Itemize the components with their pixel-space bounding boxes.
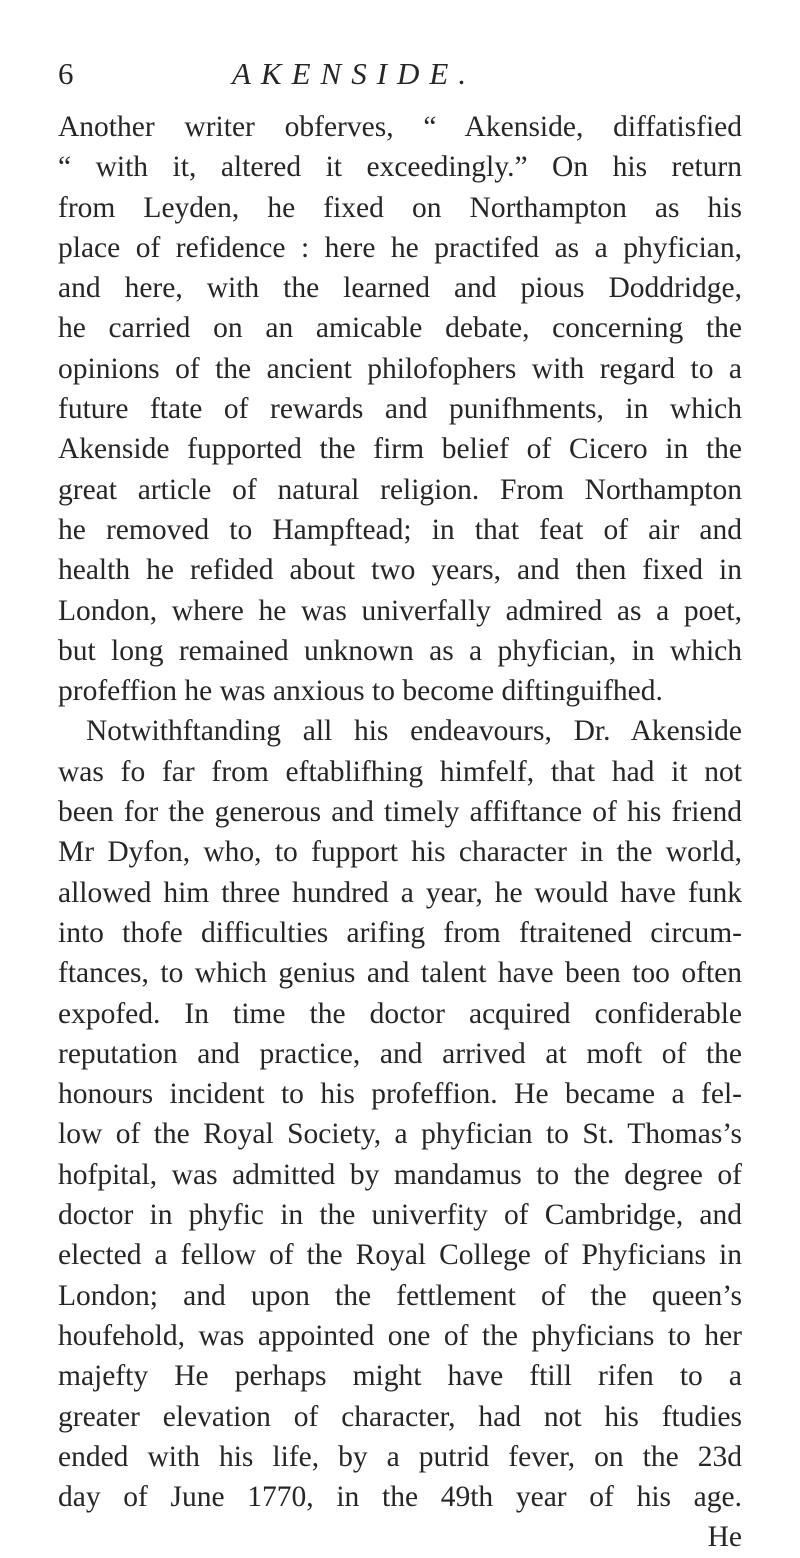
text-line: into thofe difficulties arifing from ftraitened circum- bbox=[58, 916, 742, 949]
text-line: profeffion he was anxious to become diftinguifhed. bbox=[58, 675, 663, 708]
catchword: He bbox=[707, 1521, 742, 1554]
text-line: future ftate of rewards and punifhments, in which bbox=[58, 393, 742, 426]
text-line: London; and upon the fettlement of the queen’s bbox=[58, 1279, 742, 1312]
text-line: Mr Dyfon, who, to fupport his character in the world, bbox=[58, 836, 742, 869]
text-line: honours incident to his profeffion. He became a fel- bbox=[58, 1078, 742, 1111]
text-line: houfehold, was appointed one of the phyficians to her bbox=[58, 1319, 742, 1352]
text-line: opinions of the ancient philofophers with regard to a bbox=[58, 352, 742, 385]
text-line: but long remained unknown as a phyfician, in which bbox=[58, 634, 742, 667]
text-line: “ with it, altered it exceedingly.” On his return bbox=[58, 151, 742, 184]
text-line: low of the Royal Society, a phyfician to St. Thomas’s bbox=[58, 1118, 742, 1151]
body-text bbox=[58, 107, 742, 1558]
text-line: London, where he was univerfally admired as a poet, bbox=[58, 594, 742, 627]
text-line: was fo far from eftablifhing himfelf, that had it not bbox=[58, 755, 742, 788]
text-line: from Leyden, he fixed on Northampton as his bbox=[58, 191, 742, 224]
text-line: ended with his life, by a putrid fever, on the 23d bbox=[58, 1440, 742, 1473]
text-line: he carried on an amicable debate, concerning the bbox=[58, 312, 742, 345]
text-line: hofpital, was admitted by mandamus to the degree of bbox=[58, 1158, 742, 1191]
text-line: he removed to Hampftead; in that feat of air and bbox=[58, 513, 742, 546]
page-header bbox=[0, 54, 800, 94]
page-number: 6 bbox=[58, 56, 74, 91]
text-line: majefty He perhaps might have ftill rifen to a bbox=[58, 1360, 742, 1393]
text-line: allowed him three hundred a year, he would have funk bbox=[58, 876, 742, 909]
text-line: been for the generous and timely affiftance of his friend bbox=[58, 796, 742, 829]
running-head: AKENSIDE. bbox=[232, 56, 477, 91]
text-line: Akenside fupported the firm belief of Cicero in the bbox=[58, 433, 742, 466]
text-line: Notwithftanding all his endeavours, Dr. Akenside bbox=[86, 715, 742, 748]
text-line: greater elevation of character, had not his ftudies bbox=[58, 1400, 742, 1433]
text-line: place of refidence : here he practifed as a phyfician, bbox=[58, 231, 742, 264]
text-line: doctor in phyfic in the univerfity of Cambridge, and bbox=[58, 1199, 742, 1232]
text-line: expofed. In time the doctor acquired confiderable bbox=[58, 997, 742, 1030]
text-line: Another writer obferves, “ Akenside, diffatisfied bbox=[58, 111, 742, 143]
text-line: reputation and practice, and arrived at moft of the bbox=[58, 1037, 742, 1070]
text-line: ftances, to which genius and talent have been too often bbox=[58, 957, 742, 990]
text-line: elected a fellow of the Royal College of Phyficians in bbox=[58, 1239, 742, 1272]
text-line: day of June 1770, in the 49th year of his age. bbox=[58, 1481, 742, 1514]
text-line: and here, with the learned and pious Doddridge, bbox=[58, 272, 742, 305]
text-line: great article of natural religion. From Northampton bbox=[58, 473, 742, 506]
text-line: health he refided about two years, and then fixed in bbox=[58, 554, 742, 587]
